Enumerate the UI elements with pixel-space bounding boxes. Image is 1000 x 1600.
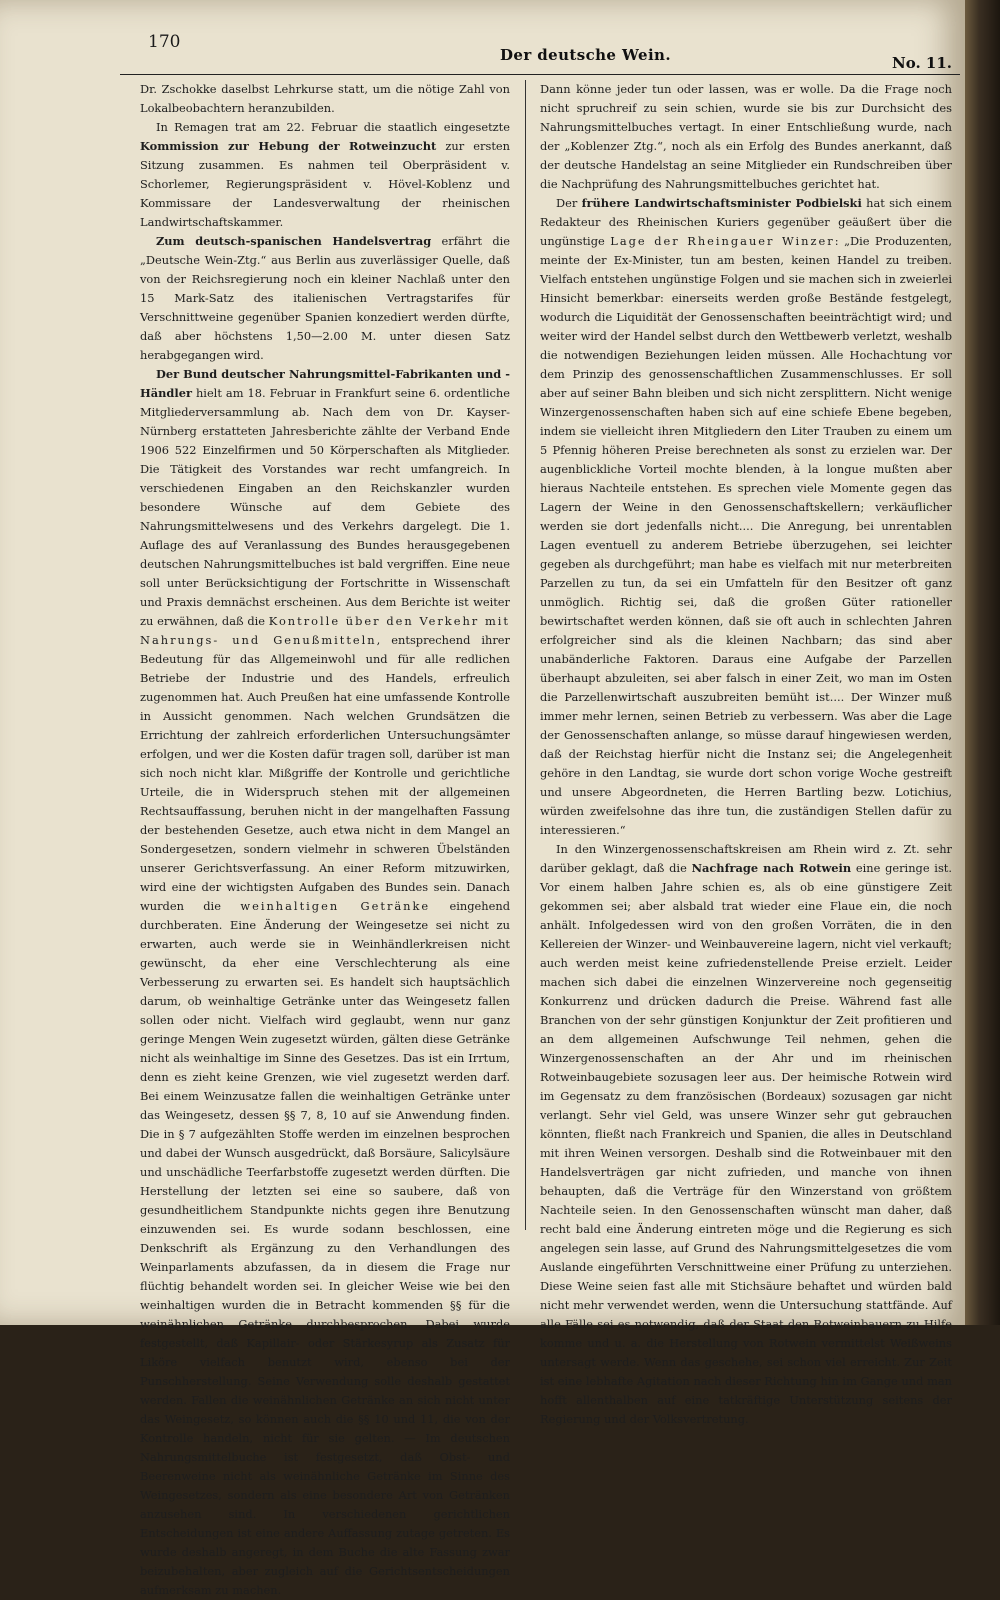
bold-heading: Kommission zur Hebung der Rotweinzucht (140, 139, 437, 153)
spaced-emphasis: Kontrolle über den Verkehr mit Nahrungs- und Genußmitteln (140, 614, 510, 647)
book-edge (965, 0, 1000, 1325)
paragraph: Dann könne jeder tun oder lassen, was er wolle. Da die Frage noch nicht spruchreif zu sein schien, wurde sie bis zur Durchsicht des Nahrungsmittelbuches vertagt. In einer Entschließung wurde, nach der „Koblenzer Ztg.“, noch als ein Erfolg des Bundes anerkannt, daß der deutsche Handelstag an seine Mitglieder ein Rundschreiben über die Nachprüfung des Nahrungsmittelbuches gerichtet hat. (540, 82, 952, 191)
paragraph: Der Bund deutscher Nahrungsmittel-Fabrikanten und -Händler hielt am 18. Februar in Frankfurt seine 6. ordentliche Mitgliederversammlung ab. Nach dem von Dr. Kayser-Nürnberg erstatteten Jahresberichte zählte der Verband Ende 1906 522 Einzelfirmen und 50 Körperschaften als Mitglieder. Die Tätigkeit des Vorstandes war recht umfangreich. In verschiedenen Eingaben an den Reichskanzler wurden besondere Wünsche auf dem Gebiete des Nahrungsmittelwesens und des Verkehrs dargelegt. Die 1. Auflage des auf Veranlassung des Bundes herausgegebenen deutschen Nahrungsmittelbuches ist bald vergriffen. Eine neue soll unter Berücksichtigung der Fortschritte in Wissenschaft und Praxis demnächst erscheinen. Aus dem Berichte ist weiter zu erwähnen, daß die Kontrolle über den Verkehr mit Nahrungs- und Genußmitteln, entsprechend ihrer Bedeutung für das Allgemeinwohl und für alle redlichen Betriebe der Industrie und des Handels, erfreulich zugenommen hat. Auch Preußen hat eine umfassende Kontrolle in Aussicht genommen. Nach welchen Grundsätzen die Errichtung der zahlreich erforderlichen Untersuchungsämter erfolgen, und wer die Kosten dafür tragen soll, darüber ist man sich noch nicht klar. Mißgriffe der Kontrolle und gerichtliche Urteile, die in Widerspruch stehen mit der allgemeinen Rechtsauffassung, beruhen nicht in der mangelhaften Fassung der bestehenden Gesetze, auch etwa nicht in dem Mangel an Sondergesetzen, sondern vielmehr in schweren Übelständen unserer Gerichtsverfassung. An einer Reform mitzuwirken, wird eine der wichtigsten Aufgaben des Bundes sein. Danach wurden die weinhaltigen Getränke eingehend durchberaten. Eine Änderung der Weingesetze sei nicht zu erwarten, auch werde sie in Weinhändlerkreisen nicht gewünscht, da eher eine Verschlechterung als eine Verbesserung zu erwarten sei. Es handelt sich hauptsächlich darum, ob weinhaltige Getränke unter das Weingesetz fallen sollen oder nicht. Vielfach wird geglaubt, wenn nur ganz geringe Mengen Wein zugesetzt würden, gälten diese Getränke nicht als weinhaltige im Sinne des Gesetzes. Das ist ein Irrtum, denn es zieht keine Grenzen, wie viel zugesetzt werden darf. Bei einem Weinzusatze fallen die weinhaltigen Getränke unter das Weingesetz, dessen §§ 7, 8, 10 auf sie Anwendung finden. Die in § 7 aufgezählten Stoffe werden im einzelnen besprochen und dabei der Wunsch ausgedrückt, daß Borsäure, Salicylsäure und unschädliche Teerfarbstoffe zugesetzt werden dürften. Die Herstellung der letzten sei eine so saubere, daß von gesundheitlichem Standpunkte nichts gegen ihre Benutzung einzuwenden sei. Es wurde sodann beschlossen, eine Denkschrift als Ergänzung zu den Verhandlungen des Weinparlaments abzufassen, da in diesem die Frage nur flüchtig behandelt worden sei. In gleicher Weise wie bei den weinhaltigen wurden die in Betracht kommenden §§ für die weinähnlichen Getränke durchbesprochen. Dabei wurde festgestellt, daß Kapillair- oder Stärkesyrup als Zusatz für Liköre vielfach benutzt wird, ebenso bei der Punschherstellung. Seine Verwendung solle deshalb gestattet werden. Fallen die weinähnlichen Getränke an sich nicht unter das Weingesetz, so können auch die §§ 10 und 11, die von der Kontrolle handeln, nicht für sie gelten. — Im deutschen Nahrungsmittelbuche ist festgesetzt, daß Obst- und Beerenweine nicht als weinähnliche Getränke im Sinne des Weingesetzes, sondern als eine besondere Art von Getränken anzusehen sind. In verschiedenen gerichtlichen Entscheidungen ist eine andere Auffassung zutage getreten. Es wurde deshalb angeregt, in dem Buche die alte Fassung zwar beizubehalten, aber zugleich auf die Gerichtsentscheidungen aufmerksam zu machen. (140, 367, 510, 1597)
bold-heading: Nachfrage nach Rotwein (691, 861, 852, 875)
bold-heading: frühere Landwirtschaftsminister Podbielski (581, 196, 862, 210)
paragraph: In den Winzergenossenschaftskreisen am Rhein wird z. Zt. sehr darüber geklagt, daß die Nachfrage nach Rotwein eine geringe ist. Vor einem halben Jahre schien es, als ob eine günstigere Zeit gekommen sei; aber alsbald trat wieder eine Flaue ein, die noch anhält. Infolgedessen wird von den großen Vorräten, die in den Kellereien der Winzer- und Weinbauvereine lagern, nicht viel verkauft; auch werden meist keine zufriedenstellende Preise erzielt. Leider machen sich dabei die einzelnen Winzervereine noch gegenseitig Konkurrenz und drücken dadurch die Preise. Während fast alle Branchen von der sehr günstigen Konjunktur der Zeit profitieren und an dem allgemeinen Aufschwunge Teil nehmen, gehen die Winzergenossenschaften an der Ahr und im rheinischen Rotweinbaugebiete sozusagen leer aus. Der heimische Rotwein wird im Gegensatz zu dem französischen (Bordeaux) sozusagen gar nicht verlangt. Sehr viel Geld, was unsere Winzer sehr gut gebrauchen könnten, fließt nach Frankreich und Spanien, die alles in Deutschland mit ihren Weinen versorgen. Deshalb sind die Rotweinbauer mit den Handelsverträgen gar nicht zufrieden, und manche von ihnen behaupten, daß die Verträge für den Winzerstand von größtem Nachteile seien. In den Genossenschaften wünscht man daher, daß recht bald eine Änderung eintreten möge und die Regierung es sich angelegen sein lasse, auf Grund des Nahrungsmittelgesetzes die vom Auslande eingeführten Verschnittweine einer Prüfung zu unterziehen. Diese Weine seien fast alle mit Stichsäure behaftet und würden bald nicht mehr verwendet werden, wenn die Untersuchung stattfände. Auf alle Fälle sei es notwendig, daß der Staat den Rotweinbauern zu Hilfe komme und u. a. die Herstellung von Rotwein vermittelst Weißweins untersagt werde. Wenn das geschehe, sei schon viel erreicht. Zur Zeit ist eine lebhafte Agitation nach dieser Richtung hin im Gange und man hofft allenthalben auf eine tatkräftige Unterstützung seitens der Regierung und der Volksvertretung. (540, 842, 952, 1426)
bold-heading: Zum deutsch-spanischen Handelsvertrag (155, 234, 432, 248)
spaced-emphasis: Lage der Rheingauer Winzer (610, 234, 835, 248)
issue-number: No. 11. (892, 54, 952, 72)
publication-title: Der deutsche Wein. (500, 46, 671, 64)
left-column (140, 80, 510, 1597)
paragraph: Zum deutsch-spanischen Handelsvertrag erfährt die „Deutsche Wein-Ztg.“ aus Berlin aus zuverlässiger Quelle, daß von der Reichsregierung noch ein kleiner Nachlaß unter den 15 Mark-Satz des italienischen Vertragstarifes für Verschnittweine gegenüber Spanien konzediert werden dürfte, daß aber höchstens 1,50—2.00 M. unter diesen Satz herabgegangen wird. (140, 234, 510, 362)
right-column (540, 80, 952, 1426)
paragraph: Dr. Zschokke daselbst Lehrkurse statt, um die nötige Zahl von Lokalbeobachtern heranzubilden. (140, 82, 510, 115)
bold-heading: Der Bund deutscher Nahrungsmittel-Fabrikanten und -Händler (140, 367, 510, 400)
page-header (120, 32, 960, 75)
spaced-emphasis: weinhaltigen Getränke (240, 899, 431, 913)
page-number: 170 (148, 32, 181, 52)
column-divider (525, 80, 526, 1230)
paragraph: Der frühere Landwirtschaftsminister Podbielski hat sich einem Redakteur des Rheinischen Kuriers gegenüber geäußert über die ungünstige Lage der Rheingauer Winzer: „Die Produzenten, meinte der Ex-Minister, tun am besten, keinen Handel zu treiben. Vielfach entstehen ungünstige Folgen und sie machen sich in zweierlei Hinsicht bemerkbar: einerseits werden große Bestände festgelegt, wodurch die Liquidität der Genossenschaften beeinträchtigt wird; und weiter wird der Handel selbst durch den Wettbewerb verletzt, weshalb die notwendigen Beziehungen leiden müssen. Alle Hochachtung vor dem Prinzip des genossenschaftlichen Zusammenschlusses. Er soll aber auf seiner Bahn bleiben und sich nicht zersplittern. Nicht wenige Winzergenossenschaften haben sich auf eine schiefe Ebene begeben, indem sie vielleicht ihren Mitgliedern den Liter Trauben zu einem um 5 Pfennig höheren Preise berechneten als sonst zu erzielen war. Der augenblickliche Vorteil mochte blenden, à la longue mußten aber hieraus Nachteile entstehen. Es sprechen viele Momente gegen das Lagern der Weine in den Genossenschaftskellern; verkäuflicher werden sie dort jedenfalls nicht.... Die Anregung, bei unrentablen Lagen eventuell zu anderem Betriebe überzugehen, sei leichter gegeben als durchgeführt; man habe es vielfach mit nur meterbreiten Parzellen zu tun, da sei ein Umfatteln für den Besitzer oft ganz unmöglich. Richtig sei, daß die großen Güter rationeller bewirtschaftet werden können, daß sie oft auch in schlechten Jahren erfolgreicher sind als die kleinen Nachbarn; das sind aber unabänderliche Faktoren. Daraus eine Aufgabe der Parzellen überhaupt abzuleiten, sei aber falsch in einer Zeit, wo man im Osten die Parzellenwirtschaft auszubreiten bemüht ist.... Der Winzer muß immer mehr lernen, seinen Betrieb zu verbessern. Was aber die Lage der Genossenschaften anlange, so müsse darauf hingewiesen werden, daß der Reichstag hierfür nicht die Instanz sei; die Angelegenheit gehöre in den Landtag, sie wurde dort schon vorige Woche gestreift und unsere Abgeordneten, die Herren Bartling bezw. Lotichius, würden zweifelsohne das ihre tun, die zuständigen Stellen dafür zu interessieren.“ (540, 196, 952, 837)
paragraph: In Remagen trat am 22. Februar die staatlich eingesetzte Kommission zur Hebung der Rotweinzucht zur ersten Sitzung zusammen. Es nahmen teil Oberpräsident v. Schorlemer, Regierungspräsident v. Hövel-Koblenz und Kommissare der Landesverwaltung der rheinischen Landwirtschaftskammer. (140, 120, 510, 229)
